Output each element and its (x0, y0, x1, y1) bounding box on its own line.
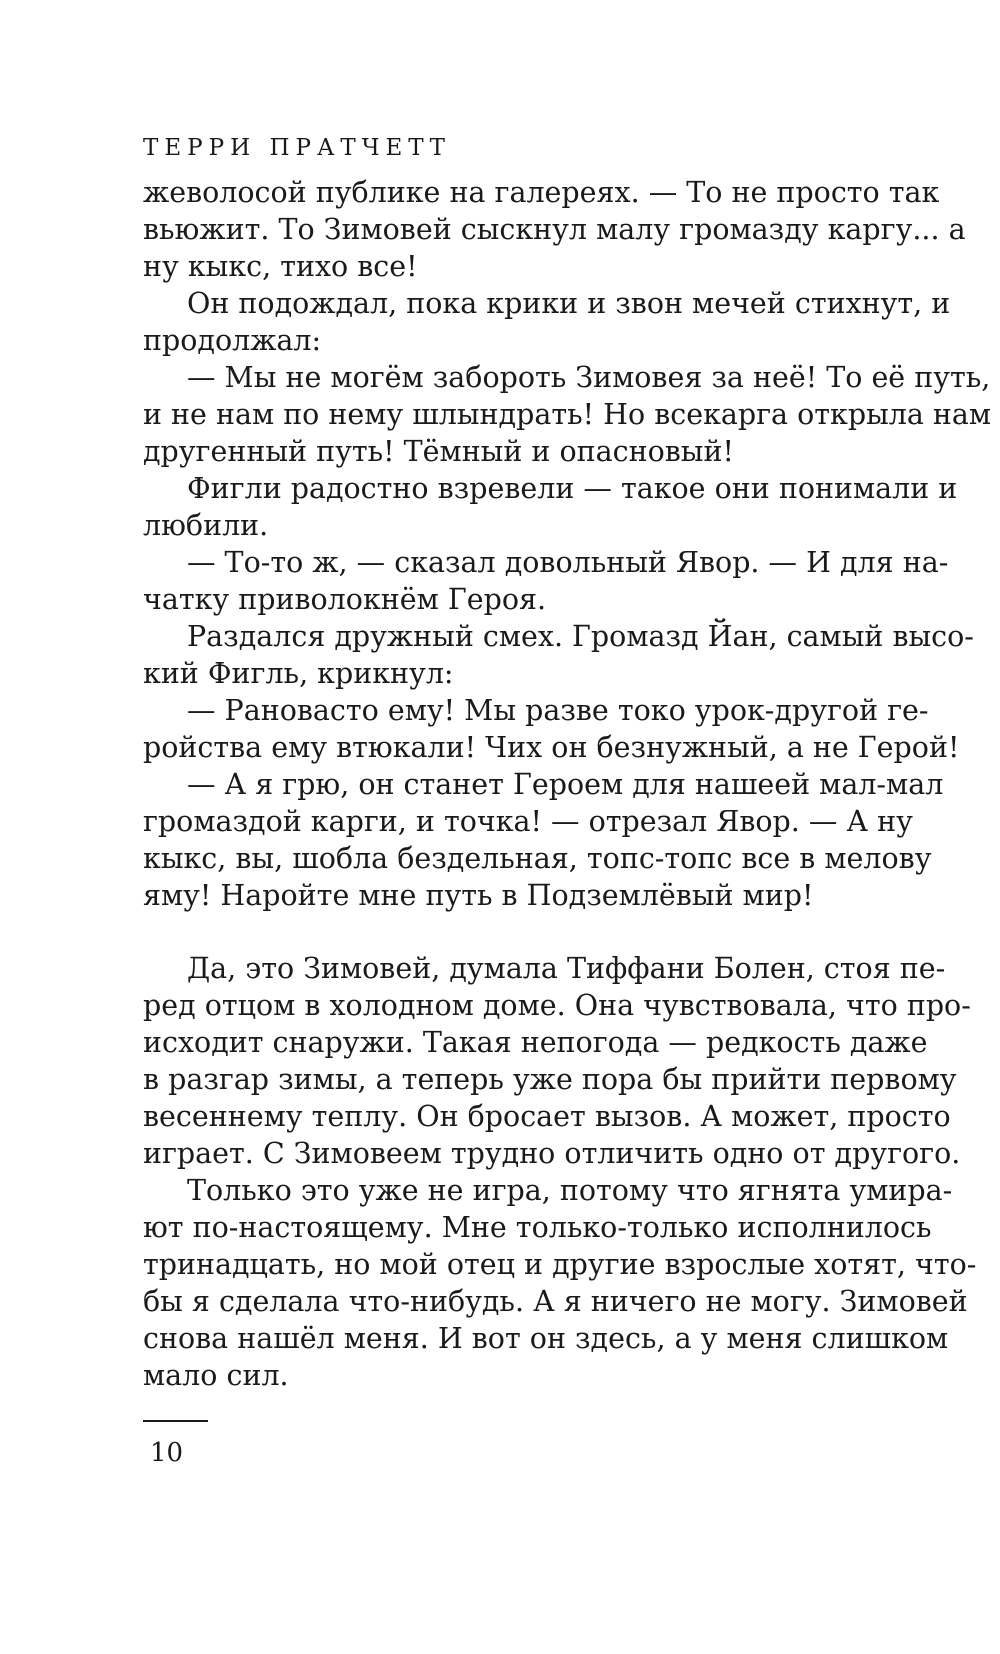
text-line: — Мы не могём забороть Зимовея за неё! То её путь, (187, 361, 991, 394)
text-line: весеннему теплу. Он бросает вызов. А может, просто (143, 1100, 951, 1133)
text-line: яму! Наройте мне путь в Подземлёвый мир! (143, 879, 814, 912)
text-line: тринадцать, но мой отец и другие взрослые хотят, что- (143, 1248, 977, 1281)
text-line: вьюжит. То Зимовей сыскнул малу громазду каргу... а (143, 213, 966, 246)
text-line: ют по-настоящему. Мне только-только исполнилось (143, 1211, 932, 1244)
text-line: ред отцом в холодном доме. Она чувствовала, что про- (143, 989, 971, 1022)
text-line: кий Фигль, крикнул: (143, 657, 454, 690)
text-line: бы я сделала что-нибудь. А я ничего не могу. Зимовей (143, 1285, 968, 1318)
text-line: — То-то ж, — сказал довольный Явор. — И для на- (187, 546, 949, 579)
text-line: снова нашёл меня. И вот он здесь, а у меня слишком (143, 1322, 949, 1355)
text-line: Раздался дружный смех. Громазд Йан, самый высо- (187, 620, 974, 653)
text-line: Да, это Зимовей, думала Тиффани Болен, стоя пе- (187, 952, 946, 985)
page-number: 10 (150, 1438, 184, 1468)
text-line: ройства ему втюкали! Чих он безнужный, а не Герой! (143, 731, 960, 764)
text-line: исходит снаружи. Такая непогода — редкость даже (143, 1026, 928, 1059)
footer-rule (143, 1420, 208, 1422)
running-head: ТЕРРИ ПРАТЧЕТТ (143, 135, 451, 161)
text-line: любили. (143, 509, 269, 542)
text-line: жеволосой публике на галереях. — То не просто так (143, 176, 940, 209)
text-line: и не нам по нему шлындрать! Но всекарга открыла нам (143, 398, 992, 431)
text-line: в разгар зимы, а теперь уже пора бы прийти первому (143, 1063, 957, 1096)
text-line: — Рановасто ему! Мы разве токо урок-другой ге- (187, 694, 929, 727)
text-line: играет. С Зимовеем трудно отличить одно от другого. (143, 1137, 961, 1170)
text-line: другенный путь! Тёмный и опасновый! (143, 435, 734, 468)
text-line: кыкс, вы, шобла бездельная, топс-топс все в мелову (143, 842, 932, 875)
text-line: Фигли радостно взревели — такое они понимали и (187, 472, 958, 505)
text-line: Только это уже не игра, потому что ягнята умира- (187, 1174, 953, 1207)
text-line: ну кыкс, тихо все! (143, 250, 418, 283)
text-line: чатку приволокнём Героя. (143, 583, 547, 616)
text-line: громаздой карги, и точка! — отрезал Явор. — А ну (143, 805, 913, 838)
text-line: — А я грю, он станет Героем для нашеей мал-мал (187, 768, 944, 801)
text-line: продолжал: (143, 324, 322, 357)
text-line: Он подождал, пока крики и звон мечей стихнут, и (187, 287, 951, 320)
text-line: мало сил. (143, 1359, 289, 1392)
